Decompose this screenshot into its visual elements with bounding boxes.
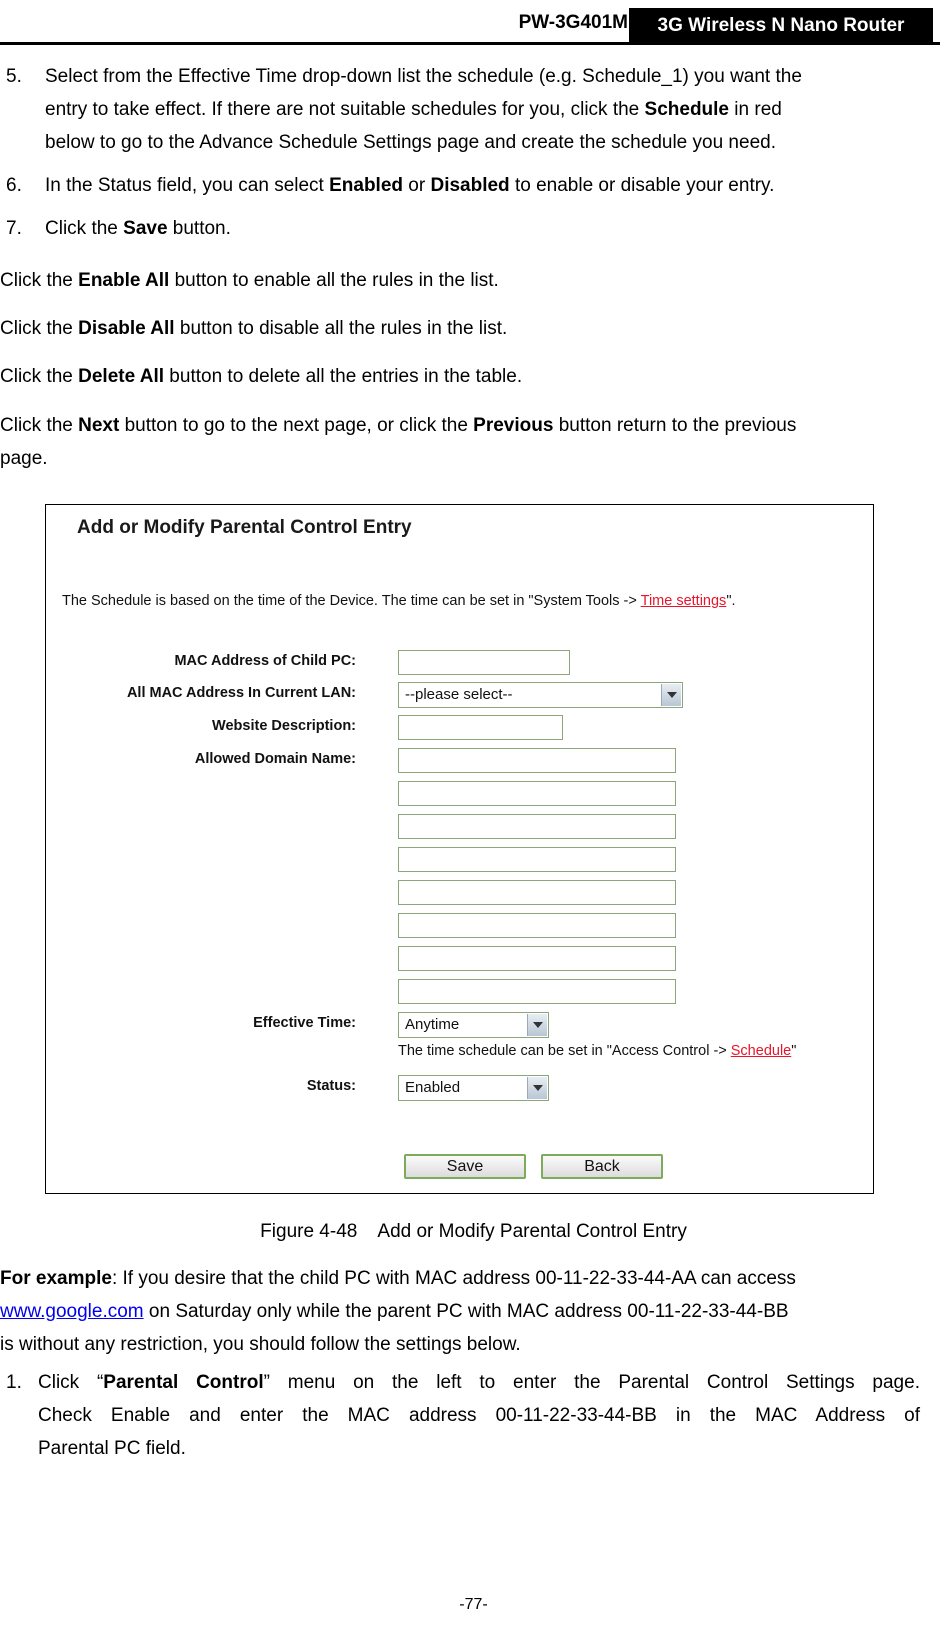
schedule-link[interactable]: Schedule — [730, 1043, 792, 1059]
figure-caption: Figure 4-48 Add or Modify Parental Control Entry — [260, 1221, 687, 1242]
back-button[interactable]: Back — [541, 1154, 663, 1179]
step-text: Click the Save button. — [45, 218, 231, 239]
chevron-down-icon — [527, 1014, 547, 1036]
click-enable-all: Click the Enable All button to enable all the rules in the list. — [0, 270, 499, 291]
click-disable-all: Click the Disable All button to disable all the rules in the list. — [0, 318, 508, 339]
step-line: entry to take effect. If there are not suitable schedules for you, click the Schedule in red — [45, 99, 782, 120]
effective-time-label: Effective Time: — [253, 1015, 356, 1031]
google-link[interactable]: www.google.com — [0, 1301, 144, 1322]
step-number: 1. — [6, 1372, 22, 1393]
time-settings-link[interactable]: Time settings — [640, 593, 727, 609]
page-number: -77- — [459, 1596, 488, 1613]
next-previous-paragraph: Click the Next button to go to the next page, or click the Previous button return to the previous page. — [0, 415, 797, 469]
domain-input-6[interactable] — [398, 913, 676, 938]
all-mac-label: All MAC Address In Current LAN: — [126, 685, 356, 701]
model-name: PW-3G401M — [518, 12, 628, 33]
schedule-note: The Schedule is based on the time of the Device. The time can be set in "System Tools -> Time settings". — [62, 593, 736, 609]
schedule-term: Schedule — [644, 99, 730, 120]
domain-input-7[interactable] — [398, 946, 676, 971]
domain-input-8[interactable] — [398, 979, 676, 1004]
step-number: 7. — [6, 218, 22, 239]
example-paragraph: For example: If you desire that the child PC with MAC address 00-11-22-33-44-AA can access www.google.com on Saturday only while the parent PC with MAC address 00-11-22-33-44-BB is without any restriction, you should follow the settings below. — [0, 1268, 796, 1355]
all-mac-select[interactable]: --please select-- — [398, 682, 683, 708]
allowed-domain-label: Allowed Domain Name: — [194, 751, 356, 767]
status-label: Status: — [306, 1078, 356, 1094]
website-description-label: Website Description: — [212, 718, 356, 734]
domain-input-4[interactable] — [398, 847, 676, 872]
figure-title: Add or Modify Parental Control Entry — [77, 517, 412, 538]
chevron-down-icon — [661, 684, 681, 706]
status-select[interactable]: Enabled — [398, 1075, 549, 1101]
step-number: 6. — [6, 175, 22, 196]
domain-input-2[interactable] — [398, 781, 676, 806]
step-number: 5. — [6, 66, 22, 87]
save-button[interactable]: Save — [404, 1154, 526, 1179]
website-description-input[interactable] — [398, 715, 563, 740]
domain-input-1[interactable] — [398, 748, 676, 773]
step-text — [45, 60, 920, 159]
time-schedule-note: The time schedule can be set in "Access Control -> Schedule" — [398, 1043, 797, 1059]
click-delete-all: Click the Delete All button to delete all the entries in the table. — [0, 366, 523, 387]
domain-input-5[interactable] — [398, 880, 676, 905]
step-text: In the Status field, you can select Enabled or Disabled to enable or disable your entry. — [45, 175, 775, 196]
chevron-down-icon — [527, 1077, 547, 1099]
parental-control-entry-screenshot — [45, 504, 874, 1194]
domain-input-3[interactable] — [398, 814, 676, 839]
effective-time-select[interactable]: Anytime — [398, 1012, 549, 1038]
step-text: Click “Parental Control” menu on the left to enter the Parental Control Settings page. Check Enable and enter the MAC address 00-11-22-33-44-BB in the MAC Address of Parental PC field. — [38, 1372, 920, 1459]
product-name: 3G Wireless N Nano Router — [629, 8, 933, 42]
page-header — [0, 8, 940, 45]
step-line: below to go to the Advance Schedule Settings page and create the schedule you need. — [45, 132, 776, 153]
step-line: Select from the Effective Time drop-down list the schedule (e.g. Schedule_1) you want the — [45, 66, 802, 87]
mac-child-input[interactable] — [398, 650, 570, 675]
mac-child-label: MAC Address of Child PC: — [174, 653, 356, 669]
